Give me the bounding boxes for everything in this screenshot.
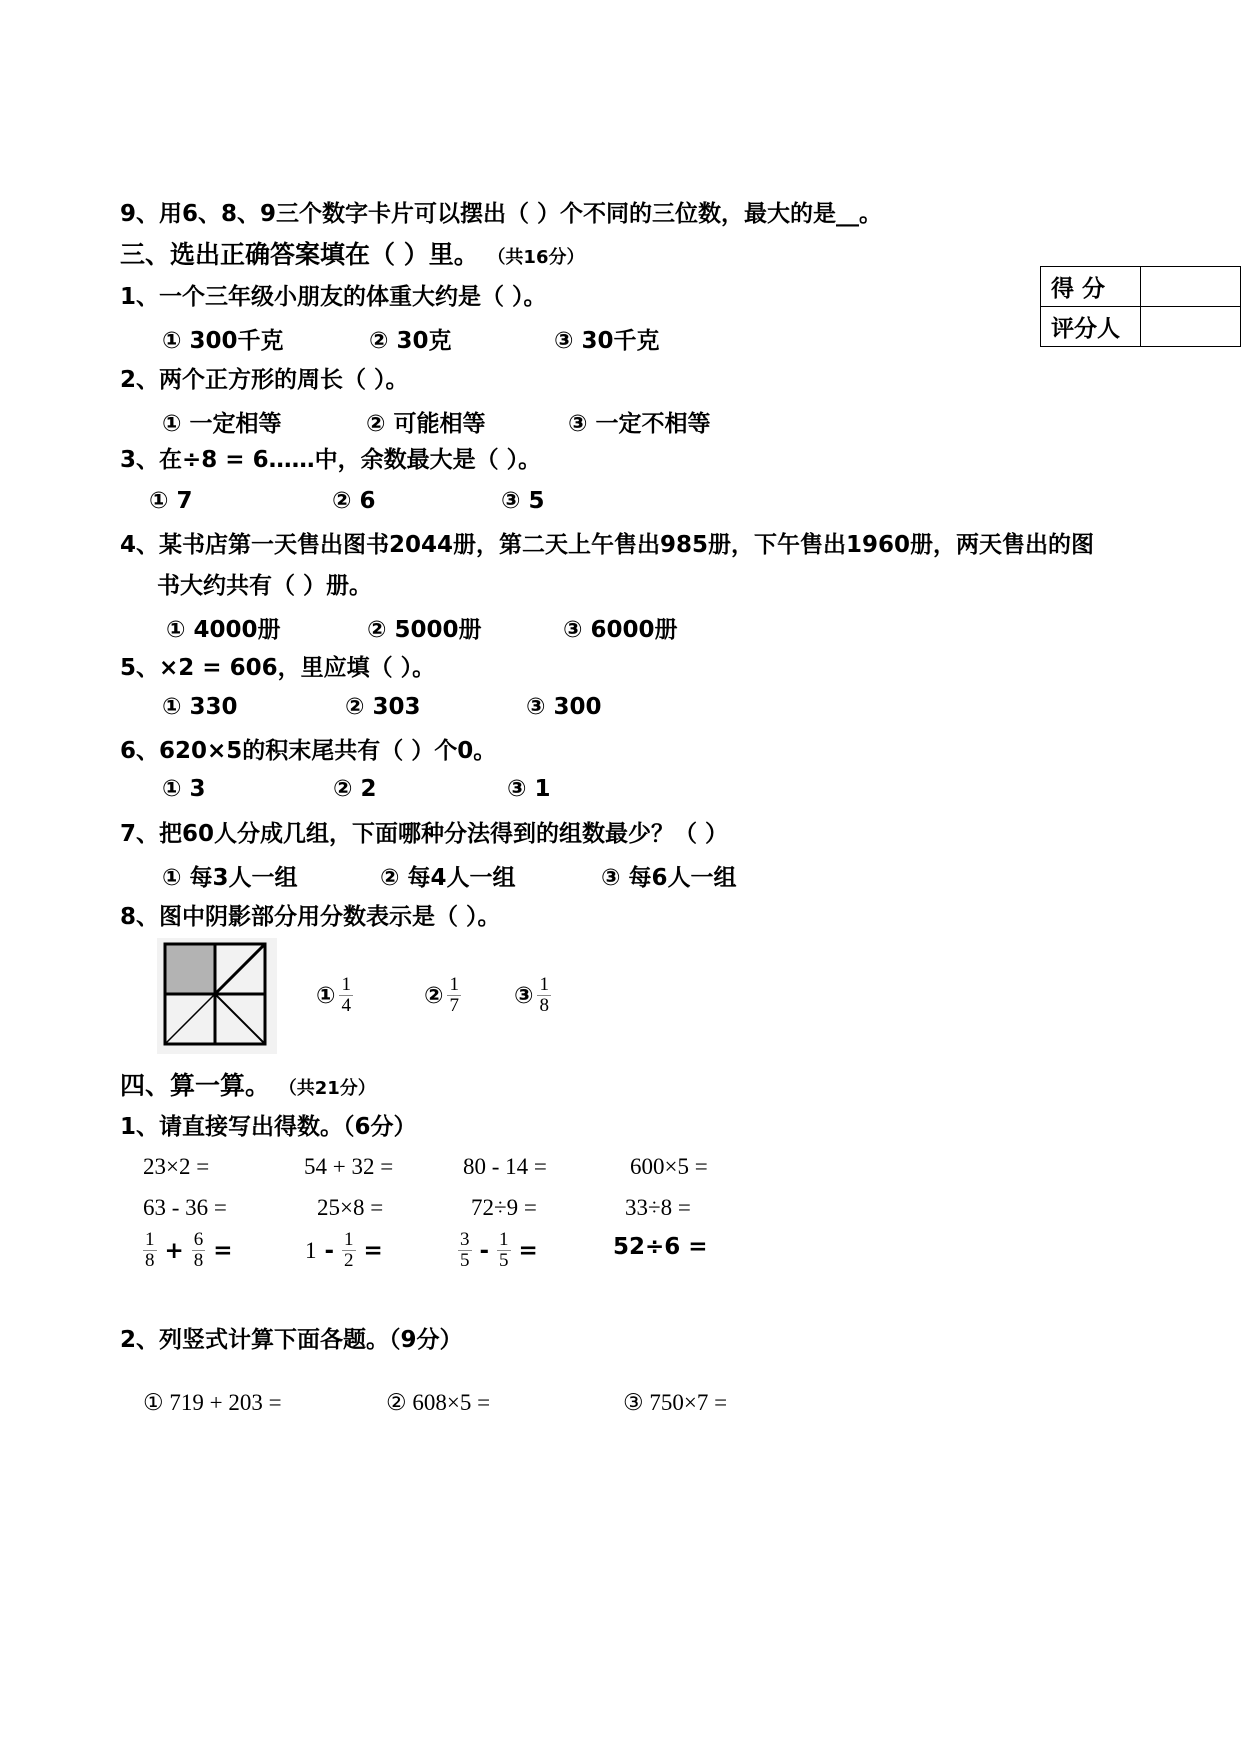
s3-q6-option-1: ① 3 — [162, 776, 206, 802]
s3-q1-option-2: ② 30克 — [369, 328, 452, 354]
s3-q1-option-1: ① 300千克 — [162, 328, 284, 354]
s3-question-7: 7、把60人分成几组，下面哪种分法得到的组数最少？（ ） — [120, 821, 729, 847]
s3-question-6: 6、620×5的积末尾共有（ ）个0。 — [120, 738, 497, 764]
s3-q2-option-1: ① 一定相等 — [162, 411, 282, 437]
s3-q1-option-3: ③ 30千克 — [554, 328, 660, 354]
s3-q8-option-1 — [316, 975, 353, 1016]
s3-q6-option-2: ② 2 — [333, 776, 377, 802]
shaded-square-figure — [157, 938, 277, 1054]
vertical-calc-2: ② 608×5 = — [386, 1390, 491, 1415]
s3-question-3: 3、在÷8 = 6……中，余数最大是（ ）。 — [120, 447, 542, 473]
calc-2-2: 25×8 = — [317, 1195, 384, 1220]
score-label: 得 分 — [1041, 267, 1141, 307]
operator: + — [164, 1237, 184, 1264]
fraction: $\frac{1}{7}$ — [449, 974, 459, 1016]
calc-1-1: 23×2 = — [143, 1154, 210, 1179]
s3-question-4: 4、某书店第一天售出图书2044册，第二天上午售出985册，下午售出1960册，两天售出的图 — [120, 532, 1095, 558]
calc-2-1: 63 - 36 = — [143, 1195, 227, 1220]
s3-q7-option-1: ① 每3人一组 — [162, 865, 298, 891]
section-3-heading: 三、选出正确答案填在（ ）里。 — [120, 240, 479, 269]
s3-q7-option-3: ③ 每6人一组 — [601, 865, 737, 891]
section-3-title — [120, 240, 585, 273]
equals: = — [363, 1237, 383, 1264]
s3-q3-option-3: ③ 5 — [501, 488, 545, 514]
section-4-points: （共21分） — [278, 1078, 376, 1099]
option-mark: ① — [316, 982, 336, 1009]
fraction: $\frac{1}{8}$ — [145, 1229, 155, 1271]
grader-field[interactable] — [1140, 307, 1240, 347]
s3-q7-option-2: ② 每4人一组 — [380, 865, 516, 891]
s4-question-2: 2、列竖式计算下面各题。（9分） — [120, 1327, 463, 1353]
score-box — [1040, 266, 1241, 347]
s3-q4-option-1: ① 4000册 — [166, 617, 281, 643]
s3-q2-option-3: ③ 一定不相等 — [568, 411, 711, 437]
equals: = — [213, 1237, 233, 1264]
s3-q3-option-1: ① 7 — [149, 488, 193, 514]
s3-question-8: 8、图中阴影部分用分数表示是（ ）。 — [120, 904, 501, 930]
s3-q5-option-3: ③ 300 — [526, 694, 602, 720]
s3-q3-option-2: ② 6 — [332, 488, 376, 514]
score-field[interactable] — [1140, 267, 1240, 307]
calc-2-4: 33÷8 = — [625, 1195, 691, 1220]
calc-3-1 — [143, 1230, 233, 1271]
calc-3-4: 52÷6 = — [613, 1234, 708, 1260]
s3-question-4-continued: 书大约共有（ ）册。 — [157, 573, 373, 599]
grader-label: 评分人 — [1041, 307, 1141, 347]
question-9: 9、用6、8、9三个数字卡片可以摆出（ ）个不同的三位数，最大的是__。 — [120, 201, 883, 227]
shaded-region — [165, 944, 215, 994]
s3-q4-option-3: ③ 6000册 — [563, 617, 678, 643]
s3-q5-option-1: ① 330 — [162, 694, 238, 720]
fraction: $\frac{6}{8}$ — [193, 1229, 204, 1271]
s3-q8-option-2 — [424, 975, 461, 1016]
fraction: $\frac{1}{5}$ — [499, 1229, 509, 1271]
calc-1-3: 80 - 14 = — [463, 1154, 547, 1179]
option-mark: ② — [424, 982, 444, 1009]
calc-1-4: 600×5 = — [630, 1154, 708, 1179]
fraction: $\frac{1}{2}$ — [344, 1229, 354, 1271]
equals: = — [518, 1237, 538, 1264]
operator: - — [324, 1237, 335, 1264]
option-mark: ③ — [514, 982, 534, 1009]
section-3-points: （共16分） — [487, 247, 585, 268]
calc-3-3 — [458, 1230, 538, 1271]
section-4-title — [120, 1071, 376, 1104]
s3-q2-option-2: ② 可能相等 — [366, 411, 486, 437]
s4-question-1: 1、请直接写出得数。（6分） — [120, 1114, 417, 1140]
vertical-calc-3: ③ 750×7 = — [623, 1390, 728, 1415]
fraction: $\frac{1}{4}$ — [341, 974, 351, 1016]
s3-question-2: 2、两个正方形的周长（ ）。 — [120, 367, 409, 393]
s3-question-5: 5、×2 = 606，里应填（ ）。 — [120, 655, 436, 681]
s3-q5-option-2: ② 303 — [345, 694, 421, 720]
s3-q6-option-3: ③ 1 — [507, 776, 551, 802]
operator: - — [479, 1237, 490, 1264]
fraction: $\frac{3}{5}$ — [460, 1229, 470, 1271]
s3-q8-option-3 — [514, 975, 551, 1016]
calc-3-2 — [305, 1230, 383, 1271]
s3-question-1: 1、一个三年级小朋友的体重大约是（ ）。 — [120, 284, 547, 310]
s3-q4-option-2: ② 5000册 — [367, 617, 482, 643]
section-4-heading: 四、算一算。 — [120, 1071, 271, 1100]
vertical-calc-1: ① 719 + 203 = — [143, 1390, 282, 1415]
calc-2-3: 72÷9 = — [471, 1195, 537, 1220]
calc-1-2: 54 + 32 = — [304, 1154, 394, 1179]
fraction: $\frac{1}{8}$ — [539, 974, 549, 1016]
operand: 1 — [305, 1237, 317, 1263]
